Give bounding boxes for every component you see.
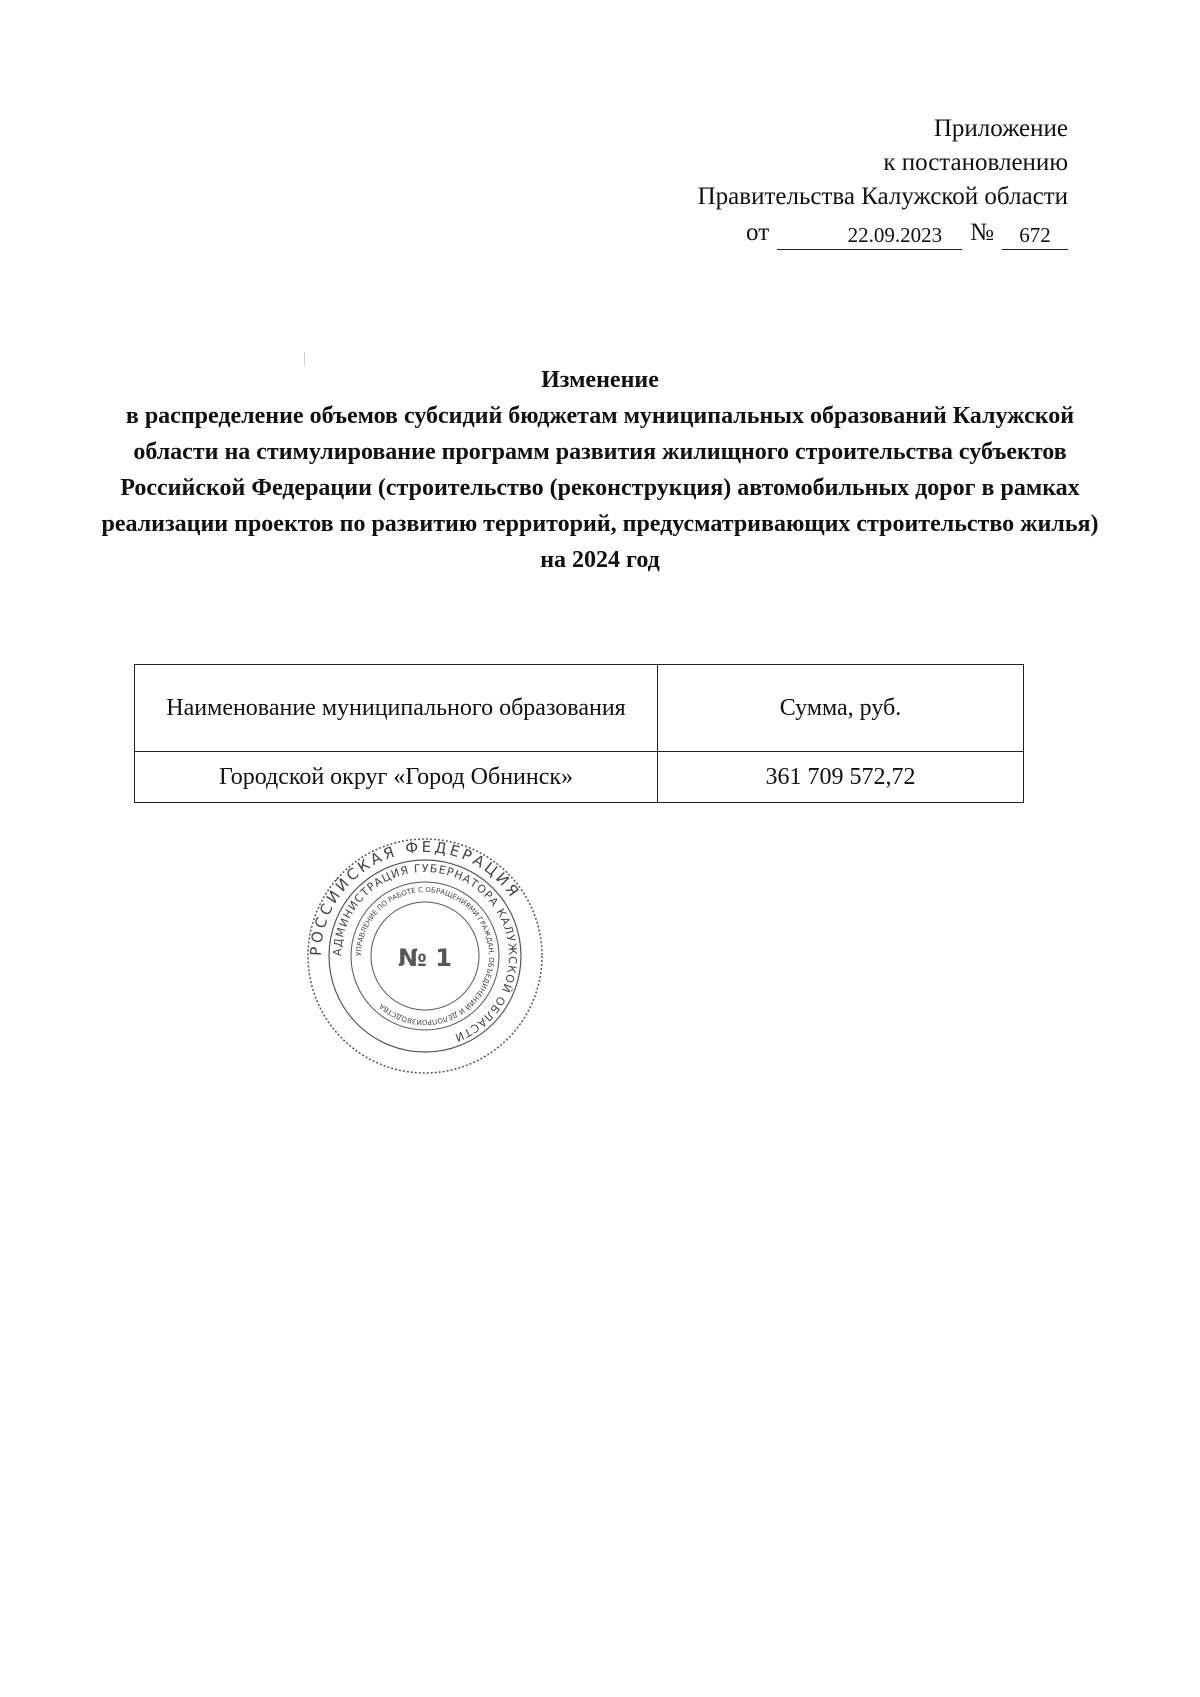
resolution-date: 22.09.2023 xyxy=(777,221,962,250)
seal-outer-text: РОССИЙСКАЯ ФЕДЕРАЦИЯ xyxy=(306,837,525,957)
table-header-row xyxy=(135,665,1024,752)
resolution-label: к постановлению xyxy=(883,149,1068,176)
government-label: Правительства Калужской области xyxy=(697,183,1068,210)
seal-inner-text: УПРАВЛЕНИЕ ПО РАБОТЕ С ОБРАЩЕНИЯМИ ГРАЖДАН, ОБЪЕДИНЕНИЙ И ДЕЛОПРОИЗВОДСТВА xyxy=(354,885,496,1027)
date-number-line xyxy=(698,216,1068,250)
sum-cell: 361 709 572,72 xyxy=(658,752,1024,803)
table-row xyxy=(135,752,1024,803)
allocation-table xyxy=(134,664,1024,803)
title-main: Изменение xyxy=(541,367,659,393)
document-title xyxy=(90,362,1110,578)
title-subtitle: в распределение объемов субсидий бюджетам муниципальных образований Калужской области на стимулирование программ развития жилищного строительства субъектов Российской Федерации (строительство (реконструкция) автомобильных дорог в рамках реализации проектов по развитию территорий, предусматривающих строительство жилья) на 2024 год xyxy=(101,403,1099,573)
number-label: № xyxy=(970,219,994,246)
seal-ring-text: АДМИНИСТРАЦИЯ ГУБЕРНАТОРА КАЛУЖСКОЙ ОБЛАСТИ xyxy=(330,861,520,1045)
municipality-cell: Городской округ «Город Обнинск» xyxy=(135,752,658,803)
column-header-municipality: Наименование муниципального образования xyxy=(135,665,658,752)
seal-center-number: № 1 xyxy=(398,944,452,972)
appendix-label: Приложение xyxy=(933,115,1068,142)
resolution-number: 672 xyxy=(1002,221,1068,250)
official-seal xyxy=(305,836,545,1076)
from-label: от xyxy=(746,219,770,246)
appendix-header xyxy=(698,112,1068,250)
column-header-sum: Сумма, руб. xyxy=(658,665,1024,752)
